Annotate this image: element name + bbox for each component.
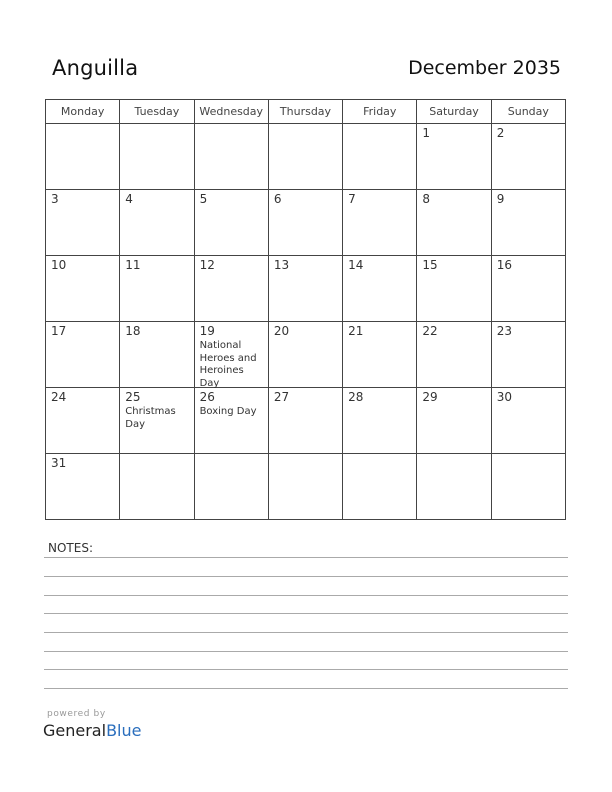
- weekday-header-monday: Monday: [46, 100, 120, 124]
- calendar-day-cell: [120, 190, 194, 256]
- weekday-header-saturday: Saturday: [417, 100, 491, 124]
- calendar-day-cell: [343, 454, 417, 520]
- day-number: 25: [125, 390, 141, 404]
- calendar-day-cell: [417, 124, 491, 190]
- holiday-label: Boxing Day: [199, 406, 257, 417]
- day-number: 28: [348, 390, 364, 404]
- weekday-header-friday: Friday: [343, 100, 417, 124]
- calendar-day-cell: [343, 388, 417, 454]
- calendar-week-row: [46, 124, 566, 190]
- day-number: 22: [422, 324, 438, 338]
- calendar-day-cell: [343, 190, 417, 256]
- day-number: 10: [51, 258, 67, 272]
- calendar-day-cell: [194, 124, 268, 190]
- generalblue-logo: [43, 721, 141, 740]
- note-line: [44, 669, 568, 670]
- weekday-header-tuesday: Tuesday: [120, 100, 194, 124]
- calendar-day-cell: [417, 256, 491, 322]
- day-number: 23: [496, 324, 512, 338]
- calendar-day-cell: [268, 190, 342, 256]
- calendar-day-cell: [120, 256, 194, 322]
- calendar-day-cell: [417, 190, 491, 256]
- calendar-body: [46, 124, 566, 520]
- day-number: 21: [348, 324, 364, 338]
- day-number: 11: [125, 258, 141, 272]
- calendar-week-row: [46, 256, 566, 322]
- calendar-day-cell: [268, 256, 342, 322]
- holiday-label: Christmas Day: [125, 406, 176, 430]
- calendar-day-cell: [120, 124, 194, 190]
- day-number: 3: [51, 192, 59, 206]
- calendar-day-cell: [194, 322, 268, 388]
- note-line: [44, 595, 568, 596]
- calendar-week-row: [46, 322, 566, 388]
- weekday-header-sunday: Sunday: [491, 100, 565, 124]
- day-number: 2: [496, 126, 505, 140]
- calendar-day-cell: [343, 256, 417, 322]
- calendar-day-cell: [268, 124, 342, 190]
- day-number: 30: [496, 390, 512, 404]
- day-number: 13: [273, 258, 290, 272]
- calendar-day-cell: [46, 190, 120, 256]
- day-number: 26: [199, 390, 215, 404]
- day-number: 15: [422, 258, 438, 272]
- calendar-day-cell: [417, 454, 491, 520]
- note-line: [44, 576, 568, 577]
- calendar-week-row: [46, 454, 566, 520]
- calendar-day-cell: [194, 256, 268, 322]
- day-number: 7: [348, 192, 356, 206]
- calendar-day-cell: [46, 454, 120, 520]
- calendar-week-row: [46, 388, 566, 454]
- calendar-day-cell: [268, 322, 342, 388]
- calendar-week-row: [46, 190, 566, 256]
- day-number: 8: [422, 192, 431, 206]
- calendar-day-cell: [46, 388, 120, 454]
- calendar-day-cell: [194, 388, 268, 454]
- day-number: 6: [273, 192, 282, 206]
- day-number: 14: [348, 258, 364, 272]
- weekday-header-wednesday: Wednesday: [194, 100, 268, 124]
- note-line: [44, 688, 568, 689]
- note-line: [44, 632, 568, 633]
- calendar-day-cell: [491, 388, 565, 454]
- calendar-day-cell: [491, 322, 565, 388]
- calendar-day-cell: [491, 256, 565, 322]
- calendar-grid: [45, 99, 566, 520]
- day-number: 4: [125, 192, 133, 206]
- day-number: 19: [199, 324, 215, 338]
- day-number: 9: [496, 192, 505, 206]
- calendar-day-cell: [491, 190, 565, 256]
- calendar-day-cell: [120, 322, 194, 388]
- brand-text-blue: Blue: [106, 721, 142, 740]
- day-number: 24: [51, 390, 67, 404]
- day-number: 1: [422, 126, 431, 140]
- day-number: 27: [273, 390, 290, 404]
- calendar-day-cell: [417, 388, 491, 454]
- day-number: 18: [125, 324, 141, 338]
- calendar-day-cell: [343, 322, 417, 388]
- calendar-day-cell: [120, 454, 194, 520]
- day-number: 29: [422, 390, 438, 404]
- calendar-day-cell: [120, 388, 194, 454]
- note-line: [44, 651, 568, 652]
- calendar-day-cell: [491, 124, 565, 190]
- note-line: [44, 557, 568, 558]
- day-number: 16: [496, 258, 512, 272]
- calendar-day-cell: [194, 454, 268, 520]
- calendar-day-cell: [46, 124, 120, 190]
- calendar-day-cell: [491, 454, 565, 520]
- day-number: 31: [51, 456, 67, 470]
- calendar-day-cell: [417, 322, 491, 388]
- note-line: [44, 613, 568, 614]
- day-number: 5: [199, 192, 208, 206]
- calendar-day-cell: [46, 256, 120, 322]
- month-year-title: December 2035: [408, 57, 561, 79]
- weekday-header-row: [46, 100, 566, 124]
- calendar-day-cell: [194, 190, 268, 256]
- powered-by-text: powered by: [47, 709, 106, 719]
- weekday-header-thursday: Thursday: [268, 100, 342, 124]
- calendar-day-cell: [46, 322, 120, 388]
- brand-text-general: General: [43, 721, 107, 740]
- country-title: Anguilla: [52, 56, 139, 80]
- day-number: 17: [51, 324, 67, 338]
- calendar-day-cell: [268, 454, 342, 520]
- calendar-day-cell: [268, 388, 342, 454]
- holiday-label: National Heroes and Heroines Day: [199, 340, 257, 389]
- day-number: 12: [199, 258, 215, 272]
- day-number: 20: [273, 324, 290, 338]
- notes-label: NOTES:: [48, 541, 93, 555]
- calendar-day-cell: [343, 124, 417, 190]
